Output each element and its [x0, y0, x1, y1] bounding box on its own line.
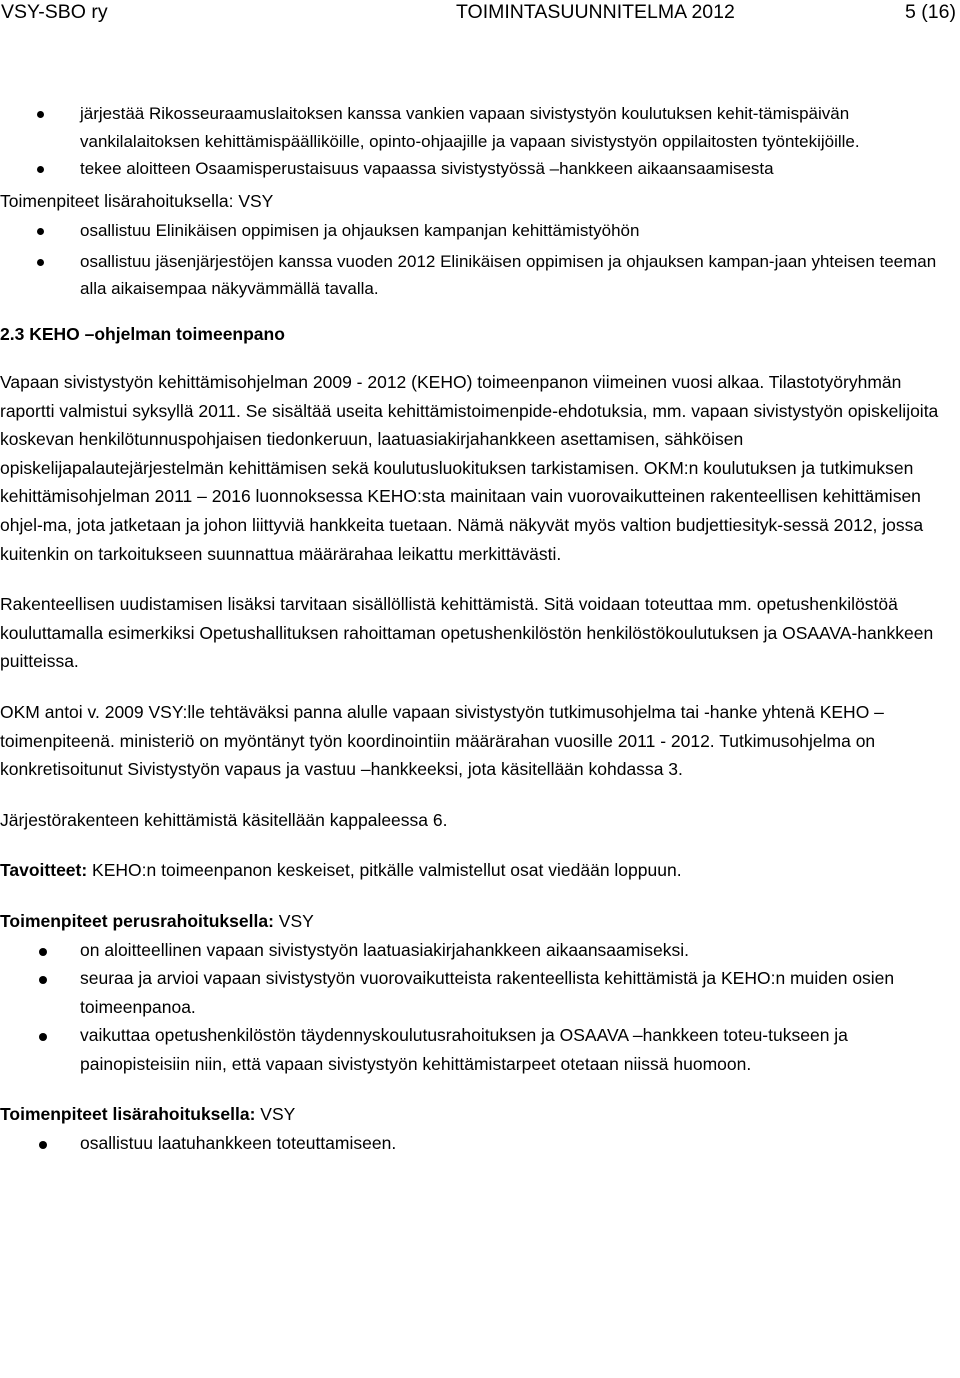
goal-text: KEHO:n toimeenpanon keskeiset, pitkälle valmistellut osat viedään loppuun. — [87, 860, 682, 881]
section-paragraph: Järjestörakenteen kehittämistä käsitellään kappaleessa 6. — [0, 809, 448, 830]
page-header — [0, 0, 960, 38]
goal-paragraph — [0, 856, 958, 885]
bullet-icon — [39, 1033, 47, 1041]
list-item: osallistuu Elinikäisen oppimisen ja ohjauksen kampanjan kehittämistyöhön — [0, 217, 958, 245]
lisarahoitus-heading: Toimenpiteet lisärahoituksella: VSY — [0, 190, 274, 211]
bullet-icon — [39, 948, 47, 956]
list-item: on aloitteellinen vapaan sivistystyön laatuasiakirjahankkeen aikaansaamiseksi. — [0, 936, 958, 965]
header-page-number: 5 (16) — [905, 1, 956, 23]
bullet-icon — [37, 228, 44, 235]
section-paragraph: Rakenteellisen uudistamisen lisäksi tarvitaan sisällöllistä kehittämistä. Sitä voidaan toteuttaa mm. opetushenkilöstöä kouluttamalla esimerkiksi Opetushallituksen rahoittaman opetushenkilöstön henkilöstökoulutuksen ja OSAAVA-hankkeen puitteissa. — [0, 594, 934, 672]
perusrahoitus-list — [0, 936, 958, 1079]
section-title: 2.3 KEHO –ohjelman toimeenpano — [0, 323, 285, 344]
top-bullet-list — [0, 100, 958, 183]
bullet-icon — [37, 111, 44, 118]
bullet-icon — [37, 259, 44, 266]
list-item: osallistuu jäsenjärjestöjen kanssa vuoden 2012 Elinikäisen oppimisen ja ohjauksen kampan-jaan yhteisen teeman alla aikaisempaa näkyvämmällä tavalla. — [0, 248, 958, 303]
bullet-icon — [39, 976, 47, 984]
section-paragraph: Vapaan sivistystyön kehittämisohjelman 2009 - 2012 (KEHO) toimeenpanon viimeinen vuosi alkaa. Tilastotyöryhmän raportti valmistui syksyllä 2011. Se sisältää useita kehittämistoimenpide-ehdotuksia, mm. vapaan sivistystyön opiskelijoita koskevan henkilötunnuspohjaisen tiedonkeruun, laatuasiakirjahankkeen asettamisen, sähköisen opiskelijapalautejärjestelmän kehittämisen sekä koulutusluokituksen tarkistamisen. OKM:n koulutuksen ja tutkimuksen kehittämisohjelman 2011 – 2016 luonnoksessa KEHO:sta mainitaan vain vuorovaikutteinen rakenteellisen kehittämisen ohjel-ma, jota jatketaan ja johon liittyviä hankkeita tuetaan. Nämä näkyvät myös valtion budjettiesityk-sessä 2012, jossa kuitenkin on tarkoitukseen suunnattua määrärahaa leikattu merkittävästi. — [0, 372, 939, 564]
header-organization: VSY-SBO ry — [1, 1, 108, 23]
list-item: tekee aloitteen Osaamisperustaisuus vapaassa sivistystyössä –hankkeen aikaansaamisesta — [0, 155, 958, 183]
lisarahoitus-2-list — [0, 1129, 958, 1158]
goal-label: Tavoitteet: — [0, 860, 88, 881]
header-document-title: TOIMINTASUUNNITELMA 2012 — [456, 1, 735, 23]
list-item: järjestää Rikosseuraamuslaitoksen kanssa vankien vapaan sivistystyön koulutuksen kehit-tämispäivän vankilalaitoksen kehittämispäälliköille, opinto-ohjaajille ja vapaan sivistystyön oppilaitosten työntekijöille. — [0, 100, 958, 155]
bullet-icon — [39, 1141, 47, 1149]
lisarahoitus-2-heading: Toimenpiteet lisärahoituksella: VSY — [0, 1104, 296, 1125]
list-item: seuraa ja arvioi vapaan sivistystyön vuorovaikutteista rakenteellista kehittämistä ja KEHO:n muiden osien toimeenpanoa. — [0, 964, 958, 1021]
list-item: osallistuu laatuhankkeen toteuttamiseen. — [0, 1129, 958, 1158]
lisarahoitus-list — [0, 217, 958, 303]
document-body — [0, 100, 958, 1158]
perusrahoitus-heading: Toimenpiteet perusrahoituksella: VSY — [0, 910, 314, 931]
section-paragraph: OKM antoi v. 2009 VSY:lle tehtäväksi panna alulle vapaan sivistystyön tutkimusohjelma tai -hanke yhtenä KEHO –toimenpiteenä. ministeriö on myöntänyt työn koordinointiin määrärahan vuosille 2011 - 2012. Tutkimusohjelma on konkretisoitunut Sivistystyön vapaus ja vastuu –hankkeeksi, jota käsitellään kohdassa 3. — [0, 701, 884, 780]
list-item: vaikuttaa opetushenkilöstön täydennyskoulutusrahoituksen ja OSAAVA –hankkeen toteu-tukseen ja painopisteisiin niin, että vapaan sivistystyön kehittämistarpeet otetaan niissä huomoon. — [0, 1021, 958, 1078]
bullet-icon — [37, 166, 44, 173]
